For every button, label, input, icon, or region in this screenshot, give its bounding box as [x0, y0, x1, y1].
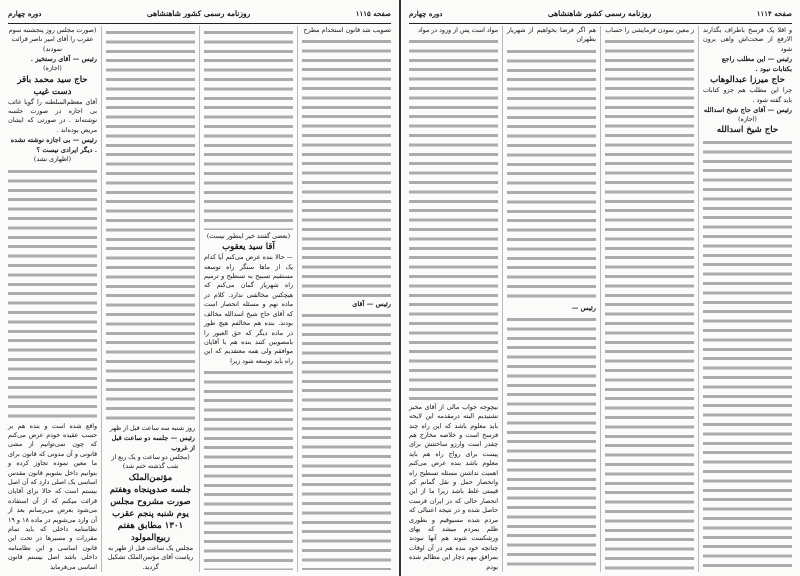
- newspaper-title: روزنامه رسمی کشور شاهنشاهی: [146, 8, 251, 18]
- columns: [4, 26, 395, 572]
- speaker-line: رئیس — آقای رستخیز .: [30, 55, 97, 64]
- illegible-text-lines: [204, 28, 293, 230]
- paragraph: هم اگر فرضا بخواهیم از شهریار بطهران: [507, 27, 596, 44]
- illegible-text-lines: [302, 311, 391, 570]
- illegible-text-lines: [703, 138, 792, 570]
- speaker-line: رئیس — بی اجازه نوشته نشده . دیگر ایرادی نیست ؟: [10, 136, 97, 155]
- speaker-line: رئیس — جلسه دو ساعت قبل از غروب: [111, 433, 195, 452]
- illegible-text-lines: [605, 37, 694, 570]
- paragraph: مواد است پس از ورود در مواد: [418, 27, 498, 34]
- speaker-line: رئیس — آقای حاج شیخ اسدالله: [703, 106, 792, 115]
- speaker-line: رئیس — این مطلب راجع بکتابات نبود .: [721, 55, 792, 74]
- paragraph: (اظهاری نشد): [33, 156, 72, 164]
- paragraph: بیچوجه جواب مالی از آقای مخبر نشنیدیم البته درمقدمه این لایحه باید معلوم باشد که این راه چند فرسخ است و خلاصه مخارج هم چقدر است وارزو ساختنش برای پیست برای رواج راه هم باید معلوم باشد بنده عرض می‌کنم اهمیت نداشتن مسئله تسطیح راه وانحصار حمل و نقل گمانم کم قیمتی غلط باشد زیرا ما از این انحصار حالی که در ایران فرست حاصل شده و در نتیجه اعتبالی که مردم شده مسیوقیم و بطوری ظلم بمردم میشد که بهای ورشکست شوند هم آنها نبودند چنانچه خود بنده هم در آن اوقات بمرافق مهم دچار این مظالم شده بودم: [409, 403, 498, 571]
- page-header: [409, 6, 792, 24]
- paragraph: مجلس یک ساعت قبل از ظهر به ریاست آقای مؤتمن‌الملک تشکیل گردید.: [107, 544, 194, 571]
- text-column: [297, 26, 395, 572]
- paragraph: — حالا بنده عرض می‌کنم آیا کدام یک از ماها سنگر راه توسعه مستقیم تسبیح به تسطیح و ترمیم راه شهریار گمان می‌کنم که هیچکس مخالفتی ندارد. کلام در ماده نهم و مسئله انحصار است که آقای حاج شیخ اسدالله مخالف بودند. بنده هم مخالفم هیچ طور در ماده دیگر که حق العبور را بامصوبین کنند بنده هم با آقایان موافقم ولی همه معتقدیم که این راه باید توسعه شود زیرا: [204, 254, 293, 365]
- text-column: [199, 26, 297, 572]
- illegible-text-lines: [507, 315, 596, 570]
- page-number: صفحه ۱۱۱۴: [756, 8, 792, 18]
- paragraph: واقع شده است و بنده هم بر حسب عقیده خودم عرض می‌کنم که چون نمی‌توانیم از مشی قانونی و آن مدونی که قانون برای ما معین نموده تجاوز کرده و بتوانیم داخل بشویم قانون مقدس اساسی یک اصلی دارد که آن اصل بیستم است که حالا برای آقایان قرائت میکنم که از آن استفاده می‌شود بعرض می‌رسانم بعد از آن وارد می‌شویم در ماده ۱۸ و ۱۹ نظامنامه داخلی که باید تمام مقررات و مسیرها در تحت این قانون اساسی و این نظامنامه داخلی باشد اصل بیستم قانون اساسی می‌فرماید: [8, 422, 97, 571]
- illegible-text-lines: [204, 368, 293, 570]
- paragraph: روز شنبه سه ساعت قبل از ظهر: [109, 424, 195, 432]
- page-number: صفحه ۱۱۱۵: [355, 8, 391, 18]
- text-column: [405, 26, 502, 572]
- paragraph: و اقلا یک فرسخ باطراف بگذارند الارفع از صحت‌اش واهی برون شود: [703, 27, 792, 53]
- paragraph: (بعضی گفتند خیر اینطور نیست): [206, 232, 291, 240]
- paragraph: تصویب شد قانون استخدام مطرح: [303, 27, 391, 34]
- columns: [405, 26, 796, 572]
- text-column: [101, 26, 199, 572]
- illegible-text-lines: [507, 47, 596, 302]
- illegible-text-lines: [302, 37, 391, 296]
- text-column: [600, 26, 698, 572]
- paragraph: (اجازه): [738, 116, 757, 124]
- section-heading: مؤتمن‌الملک: [128, 472, 173, 483]
- paragraph: چرا این مطلب هم جزو کتابات باید گفته شود .: [703, 87, 792, 104]
- paragraph: ز معین نمودن فرمایشی را حساب: [605, 27, 694, 34]
- speaker-line: رئیس — آقای: [352, 299, 391, 308]
- illegible-text-lines: [8, 167, 97, 420]
- left-page: [0, 0, 399, 576]
- section-heading: آقا سید یعقوب: [222, 242, 275, 253]
- volume-label: دوره چهارم: [8, 8, 42, 18]
- paragraph: آقای معظم‌السلطنه را گویا غائب بی اجازه در صورت جلسه نوشته‌اند . در صورتی که ایشان مریض بوده‌اند .: [8, 98, 97, 134]
- newspaper-title: روزنامه رسمی کشور شاهنشاهی: [547, 8, 652, 18]
- section-heading: حاج میرزا عبدالوهاب: [710, 75, 785, 86]
- right-page: [401, 0, 800, 576]
- volume-label: دوره چهارم: [409, 8, 443, 18]
- illegible-text-lines: [409, 37, 498, 400]
- text-column: [502, 26, 600, 572]
- text-column: [698, 26, 796, 572]
- section-heading: حاج شیخ اسدالله: [716, 125, 779, 136]
- paragraph: (صورت مجلس روز پنجشنبه سوم عقرب را آقای امیر ناصر قرائت نمودند): [8, 27, 97, 53]
- section-heading: صورت مشروح مجلس یوم شنبه پنجم عقرب ۱۳۰۱ مطابق هفتم ربیع‌المولود: [110, 496, 191, 543]
- section-heading: جلسه صدوپنجاه وهفتم: [109, 484, 192, 495]
- page-header: [8, 6, 391, 24]
- illegible-text-lines: [106, 28, 195, 422]
- paragraph: (مجلس دو ساعت و یک ربع از شب گذشته ختم شد): [111, 453, 190, 471]
- section-heading: حاج سید محمد باقر دست غیب: [17, 74, 88, 97]
- text-column: [4, 26, 101, 572]
- paragraph: (اجازه): [43, 65, 62, 73]
- speaker-line: رئیس —: [571, 304, 596, 313]
